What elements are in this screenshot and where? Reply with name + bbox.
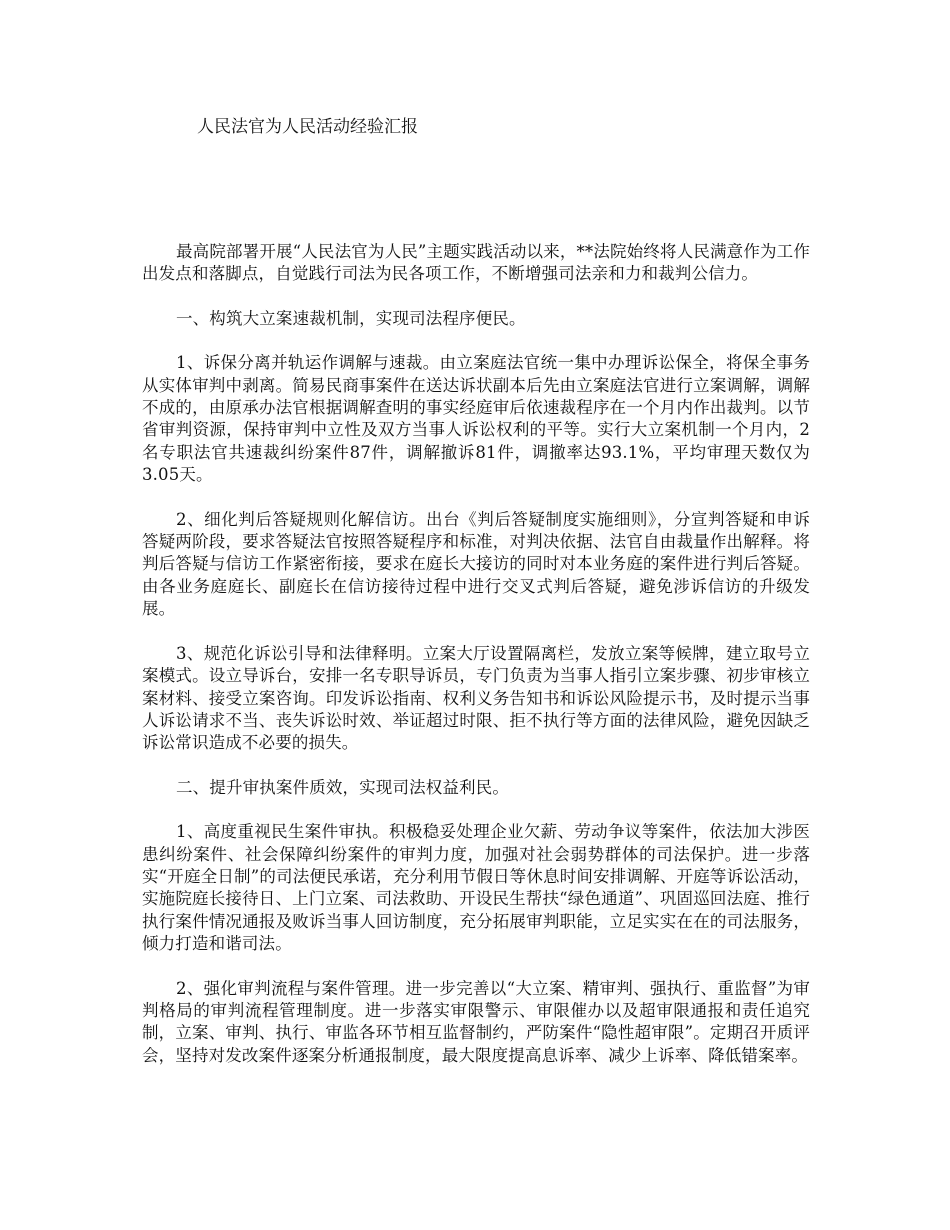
paragraph-2-1: 1、高度重视民生案件审执。积极稳妥处理企业欠薪、劳动争议等案件，依法加大涉医患纠纷案件、社会保障纠纷案件的审判力度，加强对社会弱势群体的司法保护。进一步落实“开庭全日制”的司法便民承诺，充分利用节假日等休息时间安排调解、开庭等诉讼活动，实施院庭长接待日、上门立案、司法救助、开设民生帮扶“绿色通道”、巩固巡回法庭、推行执行案件情况通报及败诉当事人回访制度，充分拓展审判职能，立足实实在在的司法服务，倾力打造和谐司法。	[142, 822, 810, 954]
paragraph-1-3: 3、规范化诉讼引导和法律释明。立案大厅设置隔离栏，发放立案等候牌，建立取号立案模式。设立导诉台，安排一名专职导诉员，专门负责为当事人指引立案步骤、初步审核立案材料、接受立案咨询。印发诉讼指南、权利义务告知书和诉讼风险提示书，及时提示当事人诉讼请求不当、丧失诉讼时效、举证超过时限、拒不执行等方面的法律风险，避免因缺乏诉讼常识造成不必要的损失。	[142, 643, 810, 753]
paragraph-2-2: 2、强化审判流程与案件管理。进一步完善以“大立案、精审判、强执行、重监督”为审判格局的审判流程管理制度。进一步落实审限警示、审限催办以及超审限通报和责任追究制，立案、审判、执行、审监各环节相互监督制约，严防案件“隐性超审限”。定期召开质评会，坚持对发改案件逐案分析通报制度，最大限度提高息诉率、减少上诉率、降低错案率。	[142, 978, 810, 1065]
document-body	[142, 241, 810, 1089]
paragraph-1-1: 1、诉保分离并轨运作调解与速裁。由立案庭法官统一集中办理诉讼保全，将保全事务从实体审判中剥离。简易民商事案件在送达诉状副本后先由立案庭法官进行立案调解，调解不成的，由原承办法官根据调解查明的事实经庭审后依速裁程序在一个月内作出裁判。以节省审判资源，保持审判中立性及双方当事人诉讼权利的平等。实行大立案机制一个月内，2名专职法官共速裁纠纷案件87件，调解撤诉81件，调撤率达93.1%，平均审理天数仅为3.05天。	[142, 353, 810, 485]
section-heading-2: 二、提升审执案件质效，实现司法权益利民。	[176, 777, 509, 797]
intro-paragraph: 最高院部署开展“人民法官为人民”主题实践活动以来，**法院始终将人民满意作为工作出发点和落脚点，自觉践行司法为民各项工作，不断增强司法亲和力和裁判公信力。	[142, 242, 810, 284]
document-title: 人民法官为人民活动经验汇报	[197, 117, 418, 137]
section-heading-1: 一、构筑大立案速裁机制，实现司法程序便民。	[176, 308, 526, 328]
paragraph-1-2: 2、细化判后答疑规则化解信访。出台《判后答疑制度实施细则》，分宣判答疑和申诉答疑两阶段，要求答疑法官按照答疑程序和标准，对判决依据、法官自由裁量作出解释。将判后答疑与信访工作紧密衔接，要求在庭长大接访的同时对本业务庭的案件进行判后答疑。由各业务庭庭长、副庭长在信访接待过程中进行交叉式判后答疑，避免涉诉信访的升级发展。	[142, 509, 810, 619]
